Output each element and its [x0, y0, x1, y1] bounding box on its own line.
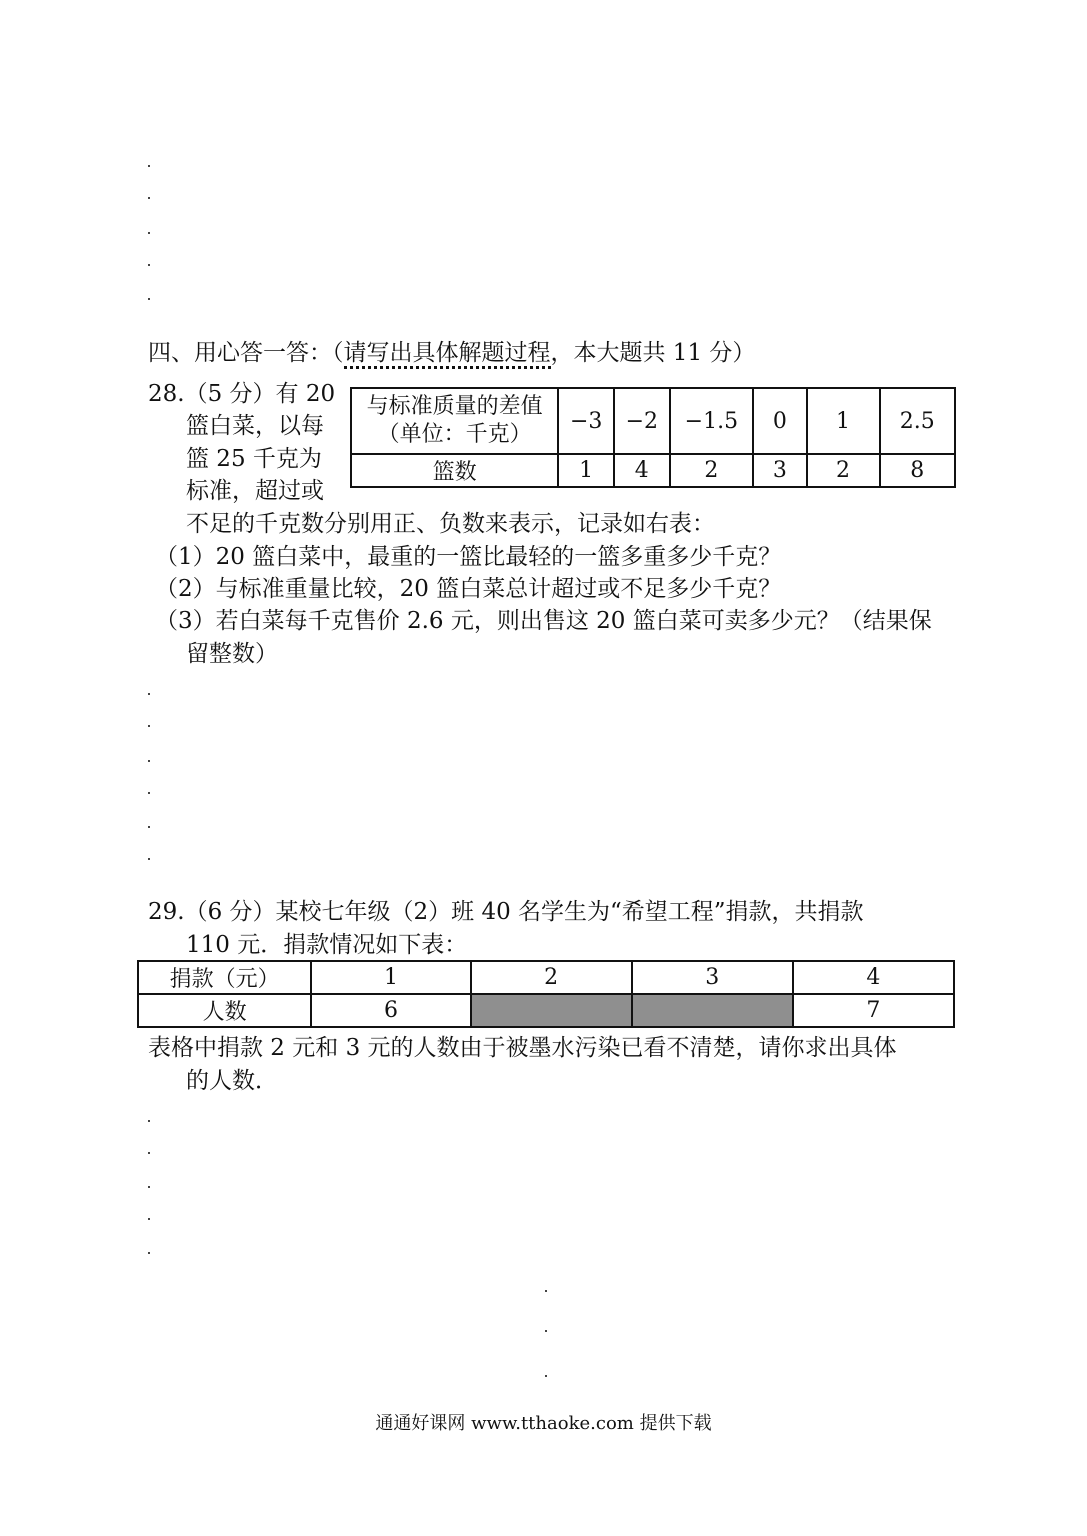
- footer-text: 通通好课网 www.tthaoke.com 提供下载: [375, 1413, 712, 1434]
- q28-sub3-line2: 留整数）: [186, 641, 278, 667]
- q29-amount-cell: 1: [311, 961, 470, 994]
- q29-people-cell-ink-stain: [632, 994, 793, 1027]
- margin-dot: [148, 858, 150, 860]
- q28-table-header-count: 篮数: [351, 454, 558, 487]
- q29-amount-cell: 4: [793, 961, 954, 994]
- q28-diff-cell: −2: [614, 388, 670, 454]
- q28-header-diff-line2: （单位：千克）: [377, 422, 532, 447]
- margin-dot: [148, 1186, 150, 1188]
- margin-dot: [148, 693, 150, 695]
- margin-dot: [148, 725, 150, 727]
- emphasis-text: 请写出具体解题过程: [344, 340, 551, 369]
- q29-amount-cell: 3: [632, 961, 793, 994]
- margin-dot: [148, 264, 150, 266]
- q28-diff-cell: −3: [558, 388, 614, 454]
- q28-sub1: （1）20 篮白菜中，最重的一篮比最轻的一篮多重多少千克？: [155, 544, 782, 570]
- margin-dot: [148, 1218, 150, 1220]
- q29-people-cell: 7: [793, 994, 954, 1027]
- q29-after-line1: 表格中捐款 2 元和 3 元的人数由于被墨水污染已看不清楚，请你求出具体: [148, 1035, 897, 1061]
- q28-table-header-diff: [351, 388, 558, 454]
- margin-dot: [545, 1375, 547, 1377]
- q28-count-cell: 4: [614, 454, 670, 487]
- margin-dot: [545, 1330, 547, 1332]
- q29-table-row-amount: [138, 961, 954, 994]
- margin-dot: [148, 232, 150, 234]
- q28-sub2: （2）与标准重量比较，20 篮白菜总计超过或不足多少千克？: [155, 576, 782, 602]
- margin-dot: [148, 792, 150, 794]
- margin-dot: [148, 298, 150, 300]
- q28-diff-cell: 2.5: [880, 388, 955, 454]
- q29-people-cell-ink-stain: [471, 994, 632, 1027]
- q29-line1: 29.（6 分）某校七年级（2）班 40 名学生为“希望工程”捐款，共捐款: [148, 899, 864, 925]
- q28-continuation: 不足的千克数分别用正、负数来表示，记录如右表：: [186, 511, 715, 537]
- q28-count-cell: 2: [670, 454, 754, 487]
- q29-table-header-people: 人数: [138, 994, 311, 1027]
- q28-side-line-1: 篮白菜，以每: [186, 413, 324, 439]
- q28-table-row-diff: [351, 388, 955, 454]
- q28-count-cell: 2: [807, 454, 880, 487]
- section-heading-suffix: ，本大题共 11 分）: [550, 340, 756, 366]
- margin-dot: [148, 760, 150, 762]
- section-heading-emphasis: [344, 340, 551, 369]
- q29-line2: 110 元．捐款情况如下表：: [186, 932, 468, 958]
- q28-count-cell: 8: [880, 454, 955, 487]
- q28-number-line: 28.（5 分）有 20: [148, 381, 336, 407]
- margin-dot: [148, 197, 150, 199]
- q28-sub3-line1: （3）若白菜每千克售价 2.6 元，则出售这 20 篮白菜可卖多少元？（结果保: [155, 608, 932, 634]
- section-heading: [148, 337, 755, 369]
- q28-table: [350, 387, 956, 488]
- q28-table-row-count: [351, 454, 955, 487]
- q28-side-line-3: 标准，超过或: [186, 478, 324, 504]
- q29-people-cell: 6: [311, 994, 470, 1027]
- q29-amount-cell: 2: [471, 961, 632, 994]
- section-heading-prefix: 四、用心答一答：（: [148, 340, 344, 366]
- q28-header-diff-line1: 与标准质量的差值: [366, 394, 543, 419]
- q28-count-cell: 1: [558, 454, 614, 487]
- q28-diff-cell: −1.5: [670, 388, 754, 454]
- margin-dot: [148, 1252, 150, 1254]
- q29-after-line2: 的人数．: [186, 1068, 278, 1094]
- q28-side-line-2: 篮 25 千克为: [186, 446, 322, 472]
- margin-dot: [148, 1152, 150, 1154]
- q28-count-cell: 3: [753, 454, 806, 487]
- q29-table-row-people: [138, 994, 954, 1027]
- margin-dot: [545, 1290, 547, 1292]
- margin-dot: [148, 1120, 150, 1122]
- margin-dot: [148, 826, 150, 828]
- q28-diff-cell: 0: [753, 388, 806, 454]
- q29-table-header-amount: 捐款（元）: [138, 961, 311, 994]
- q29-table: [137, 960, 955, 1028]
- q28-diff-cell: 1: [807, 388, 880, 454]
- margin-dot: [148, 165, 150, 167]
